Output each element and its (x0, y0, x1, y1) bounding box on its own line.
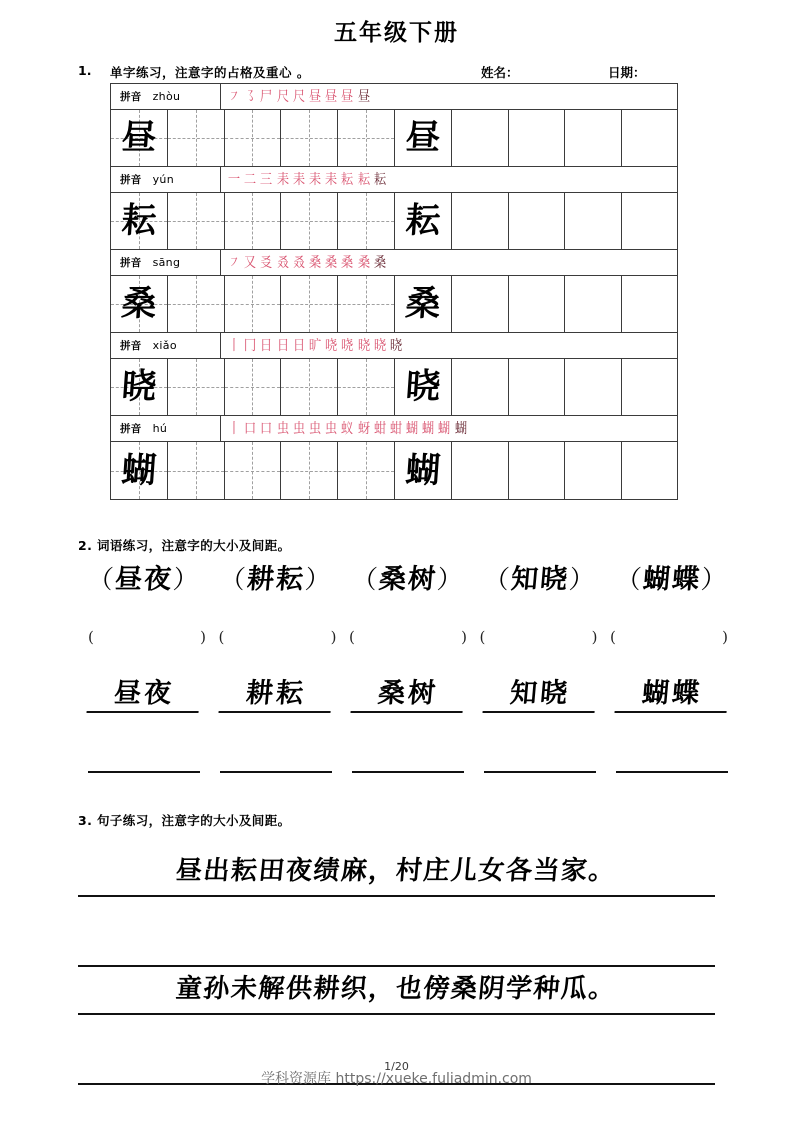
pinyin-label (111, 167, 221, 192)
model-character: 晓 (120, 366, 158, 408)
writing-cell[interactable] (509, 110, 566, 166)
stroke-step: 桑 (373, 254, 386, 271)
writing-cell[interactable] (225, 276, 282, 332)
writing-cell[interactable] (622, 359, 679, 415)
paren-open: （ (614, 565, 645, 594)
pinyin-value: xiǎo (152, 339, 177, 352)
blank-writing-line[interactable] (220, 770, 332, 773)
stroke-step: 蝴 (405, 420, 419, 437)
character-cell-row (111, 276, 677, 333)
blank-writing-line[interactable] (484, 770, 596, 773)
writing-cell[interactable] (509, 442, 566, 499)
writing-cell[interactable] (509, 276, 566, 332)
pinyin-label (111, 250, 221, 275)
pinyin-row (111, 250, 677, 276)
stroke-step: 桑 (357, 254, 370, 271)
writing-cell[interactable] (281, 276, 338, 332)
stroke-step: 尺 (276, 88, 289, 105)
writing-cell[interactable] (452, 193, 509, 249)
blank-writing-line[interactable] (88, 770, 200, 773)
stroke-step: ㇇ (227, 254, 241, 271)
word-text: 昼夜 (113, 564, 175, 595)
sentence-text-1: 昼出耘田夜绩麻，村庄儿女各当家。 (175, 856, 618, 886)
writing-cell[interactable] (281, 442, 338, 499)
stroke-step: 叒 (276, 254, 289, 271)
writing-cell[interactable] (111, 359, 168, 415)
stroke-step: 尺 (292, 88, 305, 105)
character-practice-block (111, 250, 677, 333)
word-parenthesis-row (88, 566, 728, 594)
single-character-practice-table (110, 83, 678, 500)
pinyin-label (111, 333, 221, 358)
stroke-step: 蝴 (454, 420, 467, 437)
paren-open: ( (479, 628, 486, 646)
character-practice-block (111, 167, 677, 250)
stroke-step: 蝴 (438, 420, 451, 437)
character-cell-row (111, 359, 677, 416)
stroke-step: 三 (260, 171, 273, 188)
writing-cell[interactable] (452, 359, 509, 415)
model-character: 昼 (404, 117, 442, 159)
stroke-step: 口 (244, 420, 257, 437)
writing-cell[interactable] (111, 442, 168, 499)
stroke-step: 昼 (357, 88, 370, 105)
sentence-row-1 (78, 845, 715, 897)
pinyin-value: sāng (152, 256, 181, 269)
date-label: 日期： (608, 65, 646, 80)
stroke-step: 晓 (373, 337, 386, 354)
writing-cell[interactable] (622, 276, 679, 332)
stroke-step: 耒 (292, 171, 305, 188)
blank-parenthesis-row (88, 628, 728, 646)
stroke-order-sequence (221, 250, 677, 275)
page-title: 五年级下册 (334, 20, 459, 46)
pinyin-row (111, 416, 677, 442)
model-character: 蝴 (404, 450, 442, 491)
blank-writing-line[interactable] (616, 770, 728, 773)
stroke-step: 桑 (308, 254, 322, 271)
pinyin-row (111, 167, 677, 193)
paren-close: ) (461, 628, 467, 646)
stroke-step: 尸 (260, 88, 273, 105)
stroke-step: 蚶 (373, 420, 386, 437)
stroke-step: 哓 (324, 337, 338, 354)
pinyin-tag: 拼音 (120, 423, 142, 435)
stroke-step: 耘 (357, 171, 370, 188)
word-on-underline: 耕耘 (218, 678, 333, 713)
writing-cell[interactable] (622, 193, 679, 249)
writing-cell[interactable] (395, 193, 452, 249)
empty-parentheses-field[interactable] (349, 628, 467, 646)
empty-parentheses-field[interactable] (219, 628, 337, 646)
stroke-order-sequence (221, 333, 677, 358)
section2-heading: 2. 词语练习，注意字的大小及间距。 (78, 538, 291, 553)
stroke-step: 虫 (308, 420, 322, 437)
word-with-parentheses (87, 566, 202, 594)
writing-cell[interactable] (452, 276, 509, 332)
writing-cell[interactable] (225, 193, 282, 249)
writing-cell[interactable] (565, 110, 622, 166)
model-character: 桑 (120, 283, 158, 325)
writing-cell[interactable] (338, 110, 395, 166)
pinyin-row (111, 84, 677, 110)
pinyin-label (111, 84, 221, 109)
stroke-step: 耒 (308, 171, 322, 188)
stroke-step: 蚁 (341, 420, 354, 437)
pinyin-tag: 拼音 (120, 340, 142, 352)
stroke-step: 又 (244, 254, 257, 271)
pinyin-row (111, 333, 677, 359)
paren-close: ） (567, 565, 598, 594)
stroke-step: 桑 (324, 254, 338, 271)
character-practice-block (111, 416, 677, 499)
character-cell-row (111, 442, 677, 499)
word-with-parentheses (483, 566, 598, 594)
stroke-step: 丨 (227, 337, 241, 354)
writing-cell[interactable] (225, 359, 282, 415)
model-character: 昼 (120, 117, 158, 159)
pinyin-tag: 拼音 (120, 174, 142, 186)
paren-close: ） (699, 565, 730, 594)
stroke-step: 昼 (341, 88, 354, 105)
empty-parentheses-field[interactable] (88, 628, 206, 646)
writing-cell[interactable] (452, 110, 509, 166)
character-practice-block (111, 84, 677, 167)
section3-heading: 3. 句子练习，注意字的大小及间距。 (78, 813, 291, 828)
stroke-step: 耘 (341, 171, 354, 188)
paren-open: ( (349, 628, 355, 646)
stroke-step: ㇇ (227, 88, 241, 105)
pinyin-value: hú (152, 422, 168, 435)
model-character: 晓 (404, 366, 442, 408)
sentence-blank-row-1[interactable] (78, 915, 715, 967)
paren-open: ( (610, 628, 616, 646)
pinyin-value: zhòu (152, 90, 181, 103)
writing-cell[interactable] (168, 276, 225, 332)
writing-cell[interactable] (225, 442, 282, 499)
writing-cell[interactable] (168, 442, 225, 499)
writing-cell[interactable] (111, 276, 168, 332)
sentence-row-2 (78, 963, 715, 1015)
name-label: 姓名： (481, 65, 519, 80)
writing-cell[interactable] (168, 110, 225, 166)
paren-close: ） (171, 565, 202, 594)
model-character: 耘 (120, 200, 158, 242)
paren-open: （ (86, 565, 117, 594)
pinyin-value: yún (152, 173, 174, 186)
stroke-step: 耒 (276, 171, 289, 188)
pinyin-label (111, 416, 221, 441)
stroke-step: 二 (244, 171, 257, 188)
writing-cell[interactable] (395, 442, 452, 499)
writing-cell[interactable] (281, 193, 338, 249)
writing-cell[interactable] (281, 359, 338, 415)
stroke-step: 晓 (357, 337, 370, 354)
stroke-step: 昼 (324, 88, 338, 105)
writing-cell[interactable] (338, 193, 395, 249)
writing-cell[interactable] (565, 193, 622, 249)
stroke-step: 蚶 (389, 420, 403, 437)
stroke-step: 日 (276, 337, 289, 354)
stroke-step: 冂 (244, 337, 257, 354)
section1-header (0, 61, 793, 85)
word-on-underline: 知晓 (482, 678, 597, 713)
writing-cell[interactable] (622, 110, 679, 166)
stroke-step: 虫 (324, 420, 338, 437)
writing-cell[interactable] (565, 359, 622, 415)
blank-writing-line[interactable] (352, 770, 464, 773)
paren-close: ） (435, 565, 466, 594)
stroke-step: 晓 (389, 337, 403, 354)
word-underline-row (88, 678, 728, 713)
stroke-step: 虫 (276, 420, 289, 437)
stroke-step: 哓 (341, 337, 354, 354)
paren-close: ） (303, 565, 334, 594)
stroke-step: 耘 (373, 171, 386, 188)
stroke-step: 昼 (308, 88, 322, 105)
writing-cell[interactable] (395, 110, 452, 166)
paren-open: （ (350, 565, 381, 594)
model-character: 桑 (404, 283, 442, 325)
writing-cell[interactable] (509, 359, 566, 415)
empty-parentheses-field[interactable] (480, 628, 598, 646)
writing-cell[interactable] (395, 359, 452, 415)
stroke-step: 叒 (292, 254, 305, 271)
writing-cell[interactable] (168, 359, 225, 415)
writing-cell[interactable] (281, 110, 338, 166)
word-on-underline: 蝴蝶 (614, 678, 729, 713)
writing-cell[interactable] (338, 276, 395, 332)
writing-cell[interactable] (225, 110, 282, 166)
stroke-step: 虫 (292, 420, 305, 437)
writing-cell[interactable] (168, 193, 225, 249)
stroke-step: 口 (260, 420, 273, 437)
paren-close: ) (722, 628, 728, 646)
writing-cell[interactable] (622, 442, 679, 499)
stroke-step: 蚜 (357, 420, 370, 437)
character-cell-row (111, 110, 677, 167)
writing-cell[interactable] (565, 442, 622, 499)
writing-cell[interactable] (111, 110, 168, 166)
character-practice-block (111, 333, 677, 416)
pinyin-tag: 拼音 (120, 257, 142, 269)
word-text: 蝴蝶 (641, 564, 703, 595)
character-cell-row (111, 193, 677, 250)
paren-open: （ (482, 565, 513, 594)
word-with-parentheses (219, 566, 334, 594)
sentence-text-2: 童孙未解供耕织，也傍桑阴学种瓜。 (175, 974, 618, 1004)
stroke-step: 桑 (341, 254, 354, 271)
stroke-step: 㕛 (260, 254, 273, 271)
empty-parentheses-field[interactable] (610, 628, 728, 646)
paren-close: ) (330, 628, 337, 646)
word-with-parentheses (615, 566, 730, 594)
word-on-underline: 桑树 (350, 678, 465, 713)
stroke-order-sequence (221, 416, 677, 441)
writing-cell[interactable] (111, 193, 168, 249)
word-on-underline: 昼夜 (86, 678, 201, 713)
stroke-step: 一 (227, 171, 241, 188)
word-text: 耕耘 (245, 564, 307, 595)
model-character: 蝴 (120, 450, 158, 491)
model-character: 耘 (404, 200, 442, 242)
writing-cell[interactable] (509, 193, 566, 249)
stroke-step: 旷 (308, 337, 322, 354)
word-text: 桑树 (377, 564, 439, 595)
stroke-step: 耒 (324, 171, 338, 188)
paren-close: ) (200, 628, 206, 646)
stroke-step: 日 (292, 337, 305, 354)
page-number: 1/20 (384, 1060, 409, 1073)
stroke-step: 日 (260, 337, 273, 354)
paren-open: （ (218, 565, 249, 594)
stroke-step: ㇌ (244, 88, 257, 105)
stroke-order-sequence (221, 167, 677, 192)
pinyin-tag: 拼音 (120, 91, 142, 103)
paren-close: ) (591, 628, 598, 646)
blank-underline-row (88, 770, 728, 773)
writing-cell[interactable] (452, 442, 509, 499)
paren-open: ( (218, 628, 225, 646)
writing-cell[interactable] (395, 276, 452, 332)
writing-cell[interactable] (338, 359, 395, 415)
stroke-order-sequence (221, 84, 677, 109)
word-with-parentheses (351, 566, 466, 594)
word-text: 知晓 (509, 564, 571, 595)
section1-instruction: 单字练习，注意字的占格及重心 。 (110, 65, 310, 80)
section1-number: 1. (78, 63, 92, 78)
writing-cell[interactable] (565, 276, 622, 332)
stroke-step: 蝴 (422, 420, 435, 437)
paren-open: ( (88, 628, 94, 646)
stroke-step: 丨 (227, 420, 241, 437)
footer-source: 学科资源库 https://xueke.fuliadmin.com (261, 1071, 532, 1087)
writing-cell[interactable] (338, 442, 395, 499)
